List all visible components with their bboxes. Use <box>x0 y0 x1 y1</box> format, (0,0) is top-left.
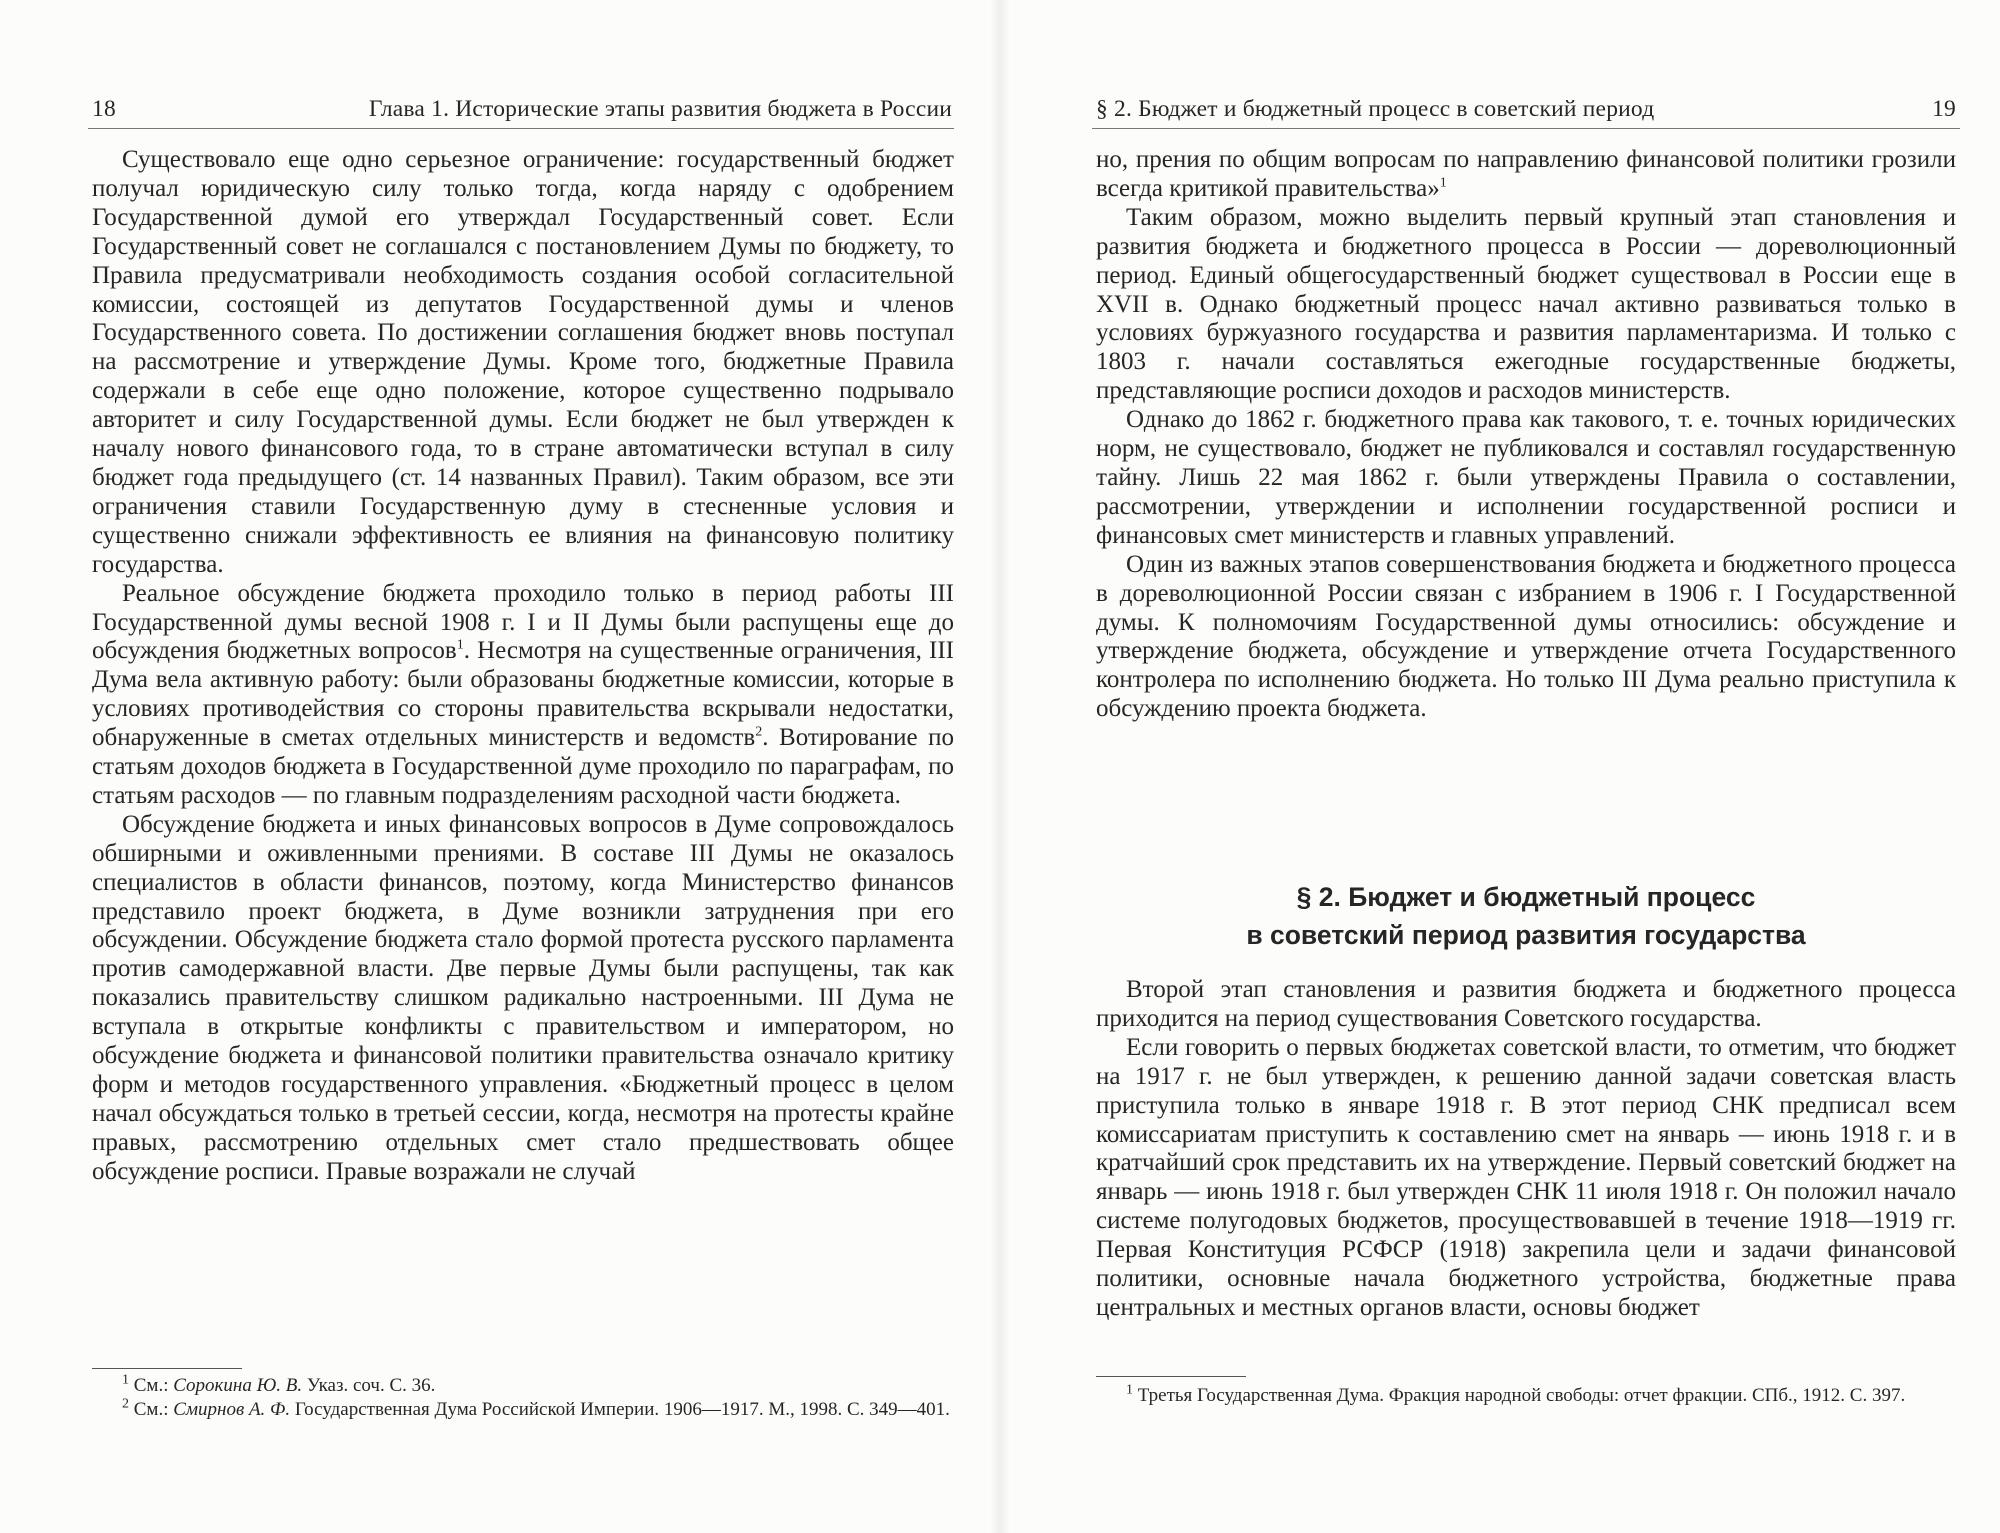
footnote-ref-1: 1 <box>456 638 464 654</box>
left-footnote-1-prefix: См.: <box>133 1375 174 1396</box>
left-paragraph-2-part-2: . Несмотря на существенные ограничения, III Дума вела активную работу: были образованы бюджетные комиссии, которые в условиях противодействия со стороны правительства вскрывали недостатки, обнаруженные в сметах отдельных министерств и ведомств <box>92 637 954 752</box>
footnote-ref-right-1: 1 <box>1439 175 1447 191</box>
left-body-text <box>92 146 954 1187</box>
right-paragraph-continued <box>1096 146 1956 204</box>
left-footnote-1-author: Сорокина Ю. В. <box>173 1375 303 1396</box>
right-header-rule <box>1092 128 1960 129</box>
right-body-text-top <box>1096 146 1956 724</box>
left-page-number: 18 <box>92 96 116 122</box>
right-paragraph-5: Если говорить о первых бюджетах советской власти, то отметим, что бюджет на 1917 г. не был утвержден, к решению данной задачи советская власть приступила только в январе 1918 г. В этот период СНК предписал всем комиссариатам приступить к составлению смет на январь — июнь 1918 г. и в кратчайший срок представить их на утверждение. Первый советский бюджет на январь — июнь 1918 г. был утвержден СНК 11 июля 1918 г. Он положил начало системе полугодовых бюджетов, просуществовавшей в течение 1918—1919 гг. Первая Конституция РСФСР (1918) закрепила цели и задачи финансовой политики, основные начала бюджетного устройства, бюджетные права центральных и местных органов власти, основы бюджет <box>1096 1033 1956 1321</box>
left-footnotes <box>92 1374 954 1422</box>
right-paragraph-3: Один из важных этапов совершенствования бюджета и бюджетного процесса в дореволюционной России связан с избранием в 1906 г. I Государственной думы. К полномочиям Государственной думы относились: обсуждение и утверждение бюджета, обсуждение и утверждение отчета Государственного контролера по исполнению бюджета. Но только III Дума реально приступила к обсуждению проекта бюджета. <box>1096 550 1956 723</box>
right-footnote-1-text: Третья Государственная Дума. Фракция народной свободы: отчет фракции. СПб., 1912. С. 397. <box>1137 1385 1906 1406</box>
left-paragraph-3: Обсуждение бюджета и иных финансовых вопросов в Думе сопровождалось обширными и оживленными прениями. В составе III Думы не оказалось специалистов в области финансов, поэтому, когда Министерство финансов представило проект бюджета, в Думе возникли затруднения при его обсуждении. Обсуждение бюджета стало формой протеста русского парламента против самодержавной власти. Две первые Думы были распущены, так как показались правительству слишком радикально настроенными. III Дума не вступала в открытые конфликты с правительством и императором, но обсуждение бюджета и финансовой политики правительства означало критику форм и методов государственного управления. «Бюджетный процесс в целом начал обсуждаться только в третьей сессии, когда, несмотря на протесты крайне правых, рассмотрению отдельных смет стало предшествовать общее обсуждение росписи. Правые возражали не случай <box>92 810 954 1185</box>
left-paragraph-2-part-3: . Вотирование по статьям доходов бюджета в Государственной думе проходило по параграфам, по статьям расходов — по главным подразделениям расходной части бюджета. <box>92 724 954 809</box>
left-footnote-2 <box>92 1398 954 1422</box>
left-paragraph-1: Существовало еще одно серьезное ограничение: государственный бюджет получал юридическую силу только тогда, когда наряду с одобрением Государственной думой его утверждал Государственный совет. Если Государственный совет не соглашался с постановлением Думы по бюджету, то Правила предусматривали необходимость создания особой согласительной комиссии, состоящей из депутатов Государственной думы и членов Государственного совета. По достижении соглашения бюджет вновь поступал на рассмотрение и утверждение Думы. Кроме того, бюджетные Правила содержали в себе еще одно положение, которое существенно подрывало авторитет и силу Государственной думы. Если бюджет не был утвержден к началу нового финансового года, то в стране автоматически вступал в силу бюджет года предыдущего (ст. 14 названных Правил). Таким образом, все эти ограничения ставили Государственную думу в стесненные условия и существенно снижали эффективность ее влияния на финансовую политику государства. <box>92 146 954 578</box>
right-paragraph-continued-text: но, прения по общим вопросам по направлению финансовой политики грозили всегда критикой правительства» <box>1096 146 1956 202</box>
right-footnote-1 <box>1096 1384 1956 1408</box>
left-paragraph-2 <box>92 580 954 811</box>
right-paragraph-1: Таким образом, можно выделить первый крупный этап становления и развития бюджета и бюджетного процесса в России — дореволюционный период. Единый общегосударственный бюджет существовал в России еще в XVII в. Однако бюджетный процесс начал активно развиваться только в условиях буржуазного государства и развития парламентаризма. И только с 1803 г. начали составляться ежегодные государственные бюджеты, представляющие росписи доходов и расходов министерств. <box>1096 203 1956 405</box>
section-heading-line-1: § 2. Бюджет и бюджетный процесс <box>1296 882 1756 912</box>
right-footnotes <box>1096 1384 1956 1408</box>
left-footnote-1-text: Указ. соч. С. 36. <box>302 1375 436 1396</box>
right-page-number: 19 <box>1932 96 1956 122</box>
left-running-head: Глава 1. Исторические этапы развития бюджета в России <box>368 96 952 122</box>
section-heading-line-2: в советский период развития государства <box>1246 920 1806 950</box>
left-paragraph-2-part-1: Реальное обсуждение бюджета проходило только в период работы III Государственной думы весной 1908 г. I и II Думы были распущены еще до обсуждения бюджетных вопросов <box>92 579 954 665</box>
right-footnote-1-mark: 1 <box>1126 1382 1133 1398</box>
left-footnote-2-text: Государственная Дума Российской Империи. 1906—1917. М., 1998. С. 349—401. <box>290 1399 950 1420</box>
left-footnote-2-mark: 2 <box>122 1396 129 1412</box>
right-paragraph-2: Однако до 1862 г. бюджетного права как такового, т. е. точных юридических норм, не существовало, бюджет не публиковался и составлял государственную тайну. Лишь 22 мая 1862 г. были утверждены Правила о составлении, рассмотрении, утверждении и исполнении государственной росписи и финансовых смет министерств и главных управлений. <box>1096 406 1956 549</box>
left-footnote-2-prefix: См.: <box>133 1399 174 1420</box>
left-footnote-1 <box>92 1374 954 1398</box>
left-footnote-1-mark: 1 <box>122 1372 129 1388</box>
section-heading <box>1096 878 1956 954</box>
left-footnote-rule <box>92 1368 242 1369</box>
left-footnote-2-author: Смирнов А. Ф. <box>173 1399 291 1420</box>
right-footnote-rule <box>1096 1376 1246 1377</box>
left-header-rule <box>88 128 954 129</box>
right-body-text-bottom <box>1096 976 1956 1323</box>
footnote-ref-2: 2 <box>755 724 763 740</box>
right-paragraph-4: Второй этап становления и развития бюджета и бюджетного процесса приходится на период существования Советского государства. <box>1096 976 1956 1032</box>
right-running-head: § 2. Бюджет и бюджетный процесс в советский период <box>1096 96 1655 122</box>
